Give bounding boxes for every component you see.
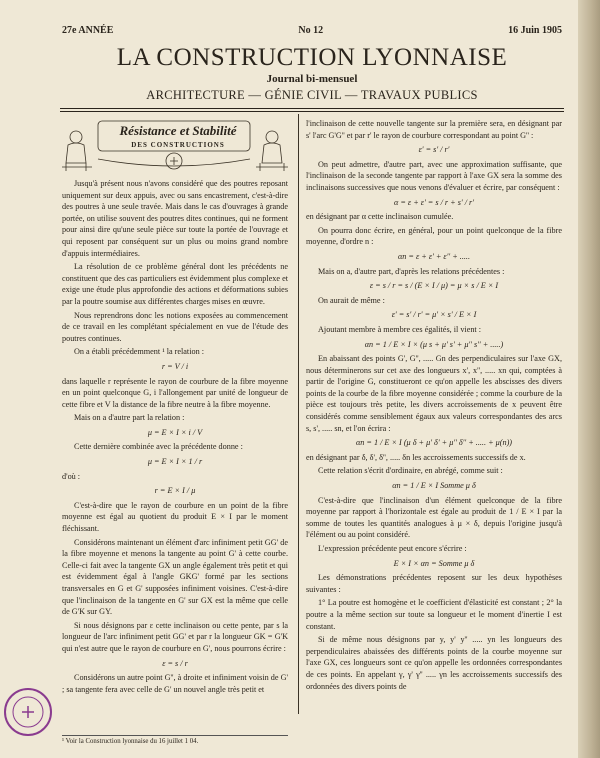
header-rule bbox=[60, 108, 564, 112]
paragraph: La résolution de ce problème général dont les précédents ne constituent que des cas particuliers est évidemment plus complexe et exige une étude plus approfondie des actions et déformations subies par la poutre soumise aux différentes charges mises en œuvre. bbox=[62, 262, 288, 306]
equation: ε = s / r bbox=[162, 658, 188, 668]
paragraph: C'est-à-dire que l'inclinaison d'un élément quelconque de la fibre moyenne par rapport à l'horizontale est égale au produit de 1 / E × I par la somme de toutes les quantités analogues à μ × δ, depuis l'origine jusqu'à l'élément ou au point considéré. bbox=[306, 495, 562, 540]
paragraph: Mais on a, d'autre part, d'après les relations précédentes : bbox=[318, 266, 505, 276]
equation: αn = 1 / E × I (μ δ + μ' δ' + μ'' δ'' + ..... + μ(n)) bbox=[355, 438, 513, 448]
paragraph: Mais on a d'autre part la relation : bbox=[74, 413, 185, 423]
newspaper-title: LA CONSTRUCTION LYONNAISE bbox=[116, 44, 508, 71]
paragraph: Considérons maintenant un élément d'arc infiniment petit GG' de la fibre moyenne et menons la tangente au point G' à cette courbe. Celle-ci fait avec la tangente GX un angle également très petit et qui est évidemment égal à l'angle GKG' formé par les sections transversales en G et G' supposées infiniment voisines. C'est-à-dire que l'inclinaison de la tangente en G' sur GX est la même que celle de G'K sur GY. bbox=[62, 537, 288, 617]
equation: E × I × αn = Somme μ δ bbox=[393, 558, 475, 568]
equation: α = ε + ε' = s / r + s' / r' bbox=[394, 197, 474, 207]
article-banner bbox=[58, 115, 290, 175]
paragraph: d'où : bbox=[62, 471, 81, 481]
issue-number: No 12 bbox=[298, 25, 324, 36]
equation: μ = E × I × i / V bbox=[147, 427, 203, 437]
paragraph: Si de même nous désignons par y, y' y'' ..... yn les longueurs des perpendiculaires abaissées des différents points de la courbe moyenne sur l'axe GX, ces longueurs sont ce qu'on appelle les ordonnées correspondantes de ces points. En appelant γ, γ' γ'' ..... γn les accroissements successifs des ordonnées des divers points de bbox=[306, 635, 562, 691]
paragraph: l'inclinaison de cette nouvelle tangente sur la première sera, en désignant par s' l'arc G'G'' et par r' le rayon de courbure correspondant au point G'' : bbox=[306, 119, 562, 140]
equation: αn = ε + ε' + ε'' + ..... bbox=[397, 251, 471, 261]
footnote: ¹ Voir la Construction lyonnaise du 16 juillet 1 04. bbox=[62, 735, 288, 745]
newspaper-rubric: ARCHITECTURE — GÉNIE CIVIL — TRAVAUX PUBLICS bbox=[146, 88, 478, 102]
paragraph: Ajoutant membre à membre ces égalités, il vient : bbox=[318, 324, 482, 334]
newspaper-subtitle: Journal bi-mensuel bbox=[266, 73, 358, 85]
column-separator bbox=[298, 114, 299, 714]
paragraph: Jusqu'à présent nous n'avons considéré que des poutres reposant uniquement sur deux appuis, avec ou sans encastrement, c'est-à-dire des poutres à une seule travée. Mais dans le cas d'ouvrages à grande portée, on utilise souvent des poutres dites continues, qui ne forment pour ainsi dire qu'une seule pièce sur toute la portée de l'ouvrage et qui reposent par conséquent sur un plus ou moins grand nombre d'appuis intermédiaires. bbox=[62, 179, 288, 258]
equation: ε' = s' / r' = μ' × s' / E × I bbox=[391, 310, 477, 320]
paragraph: On peut admettre, d'autre part, avec une approximation suffisante, que l'inclinaison de la seconde tangente par rapport à l'axe GX sera la somme des inclinaisons successives que nous venons d'évaluer et écrire, par conséquent : bbox=[306, 159, 562, 192]
article-title: Résistance et Stabilité bbox=[119, 123, 237, 138]
paragraph: en désignant par δ, δ', δ'', ..... δn les accroissements successifs de x. bbox=[306, 452, 526, 462]
equation: αn = 1 / E × I × (μ s + μ' s' + μ'' s'' + .....) bbox=[364, 339, 504, 349]
library-stamp bbox=[2, 686, 54, 738]
paragraph: L'expression précédente peut encore s'écrire : bbox=[318, 544, 467, 553]
equation: ε = s / r = s / (E × I / μ) = μ × s / E × I bbox=[369, 281, 499, 291]
paragraph: dans laquelle r représente le rayon de courbure de la fibre moyenne en un point quelconque G, i l'allongement par unité de longueur de cette fibre et V la distance de la fibre neutre à la fibre moyenne. bbox=[62, 376, 288, 409]
masthead-info bbox=[62, 25, 562, 36]
paragraph: Nous reprendrons donc les notions exposées au commencement de ce travail en les complétant spécialement en vue de l'étude des poutres continues. bbox=[62, 310, 288, 343]
equation: μ = E × I × 1 / r bbox=[147, 457, 203, 467]
issue-date: 16 Juin 1905 bbox=[508, 25, 562, 36]
paragraph: Cette relation s'écrit d'ordinaire, en abrégé, comme suit : bbox=[318, 466, 503, 476]
equation: αn = 1 / E × I Somme μ δ bbox=[392, 481, 476, 491]
article-subtitle: DES CONSTRUCTIONS bbox=[131, 141, 225, 149]
equation: r = V / i bbox=[161, 361, 189, 371]
paragraph: On a établi précédemment ¹ la relation : bbox=[74, 347, 204, 357]
book-binding bbox=[578, 0, 600, 758]
paragraph: Cette dernière combinée avec la précédente donne : bbox=[74, 442, 243, 452]
paragraph: On pourra donc écrire, en général, pour un point quelconque de la fibre moyenne, d'ordre n : bbox=[306, 225, 562, 247]
paragraph: Considérons un autre point G'', à droite et infiniment voisin de G' ; sa tangente fera avec celle de G' un nouvel angle très petit et bbox=[62, 673, 288, 694]
year-label: 27e ANNÉE bbox=[62, 25, 114, 36]
equation: r = E × I / μ bbox=[154, 486, 196, 496]
paragraph: En abaissant des points G', G'', ..... Gn des perpendiculaires sur l'axe GX, nous déterminerons sur cet axe des longueurs x', x'', ..... xn qui, comptées à partir de l'origine G, constitueront ce qu'on appelle les abscisses des divers points de la courbe de la fibre moyenne considérée ; comme la courbure de la pièce est toujours très petite, les divers accroissements de x peuvent être considérés comme sensiblement égaux aux valeurs correspondantes des arcs s, s', ..... sn, et l'on écrira : bbox=[306, 354, 562, 433]
paragraph: 1° La poutre est homogène et le coefficient d'élasticité est constant ; 2° la poutre a la même section sur toute sa longueur et le moment d'inertie I est constant. bbox=[306, 598, 562, 631]
paragraph: en désignant par α cette inclinaison cumulée. bbox=[306, 212, 454, 222]
left-column bbox=[62, 178, 288, 697]
paragraph: C'est-à-dire que le rayon de courbure en un point de la fibre moyenne est égal au quotient du produit E × I par le moment fléchissant. bbox=[62, 500, 288, 534]
paragraph: On aurait de même : bbox=[318, 295, 385, 305]
paragraph: Si nous désignons par ε cette inclinaison ou cette pente, par s la longueur de l'arc infiniment petit GG' et par r la longueur GK = G'K qui n'est autre que le rayon de courbure en G', nous pourrons écrire : bbox=[62, 620, 288, 653]
paragraph: Les démonstrations précédentes reposent sur les deux hypothèses suivantes : bbox=[306, 573, 562, 594]
right-column bbox=[306, 118, 562, 694]
equation: ε' = s' / r' bbox=[418, 145, 450, 155]
